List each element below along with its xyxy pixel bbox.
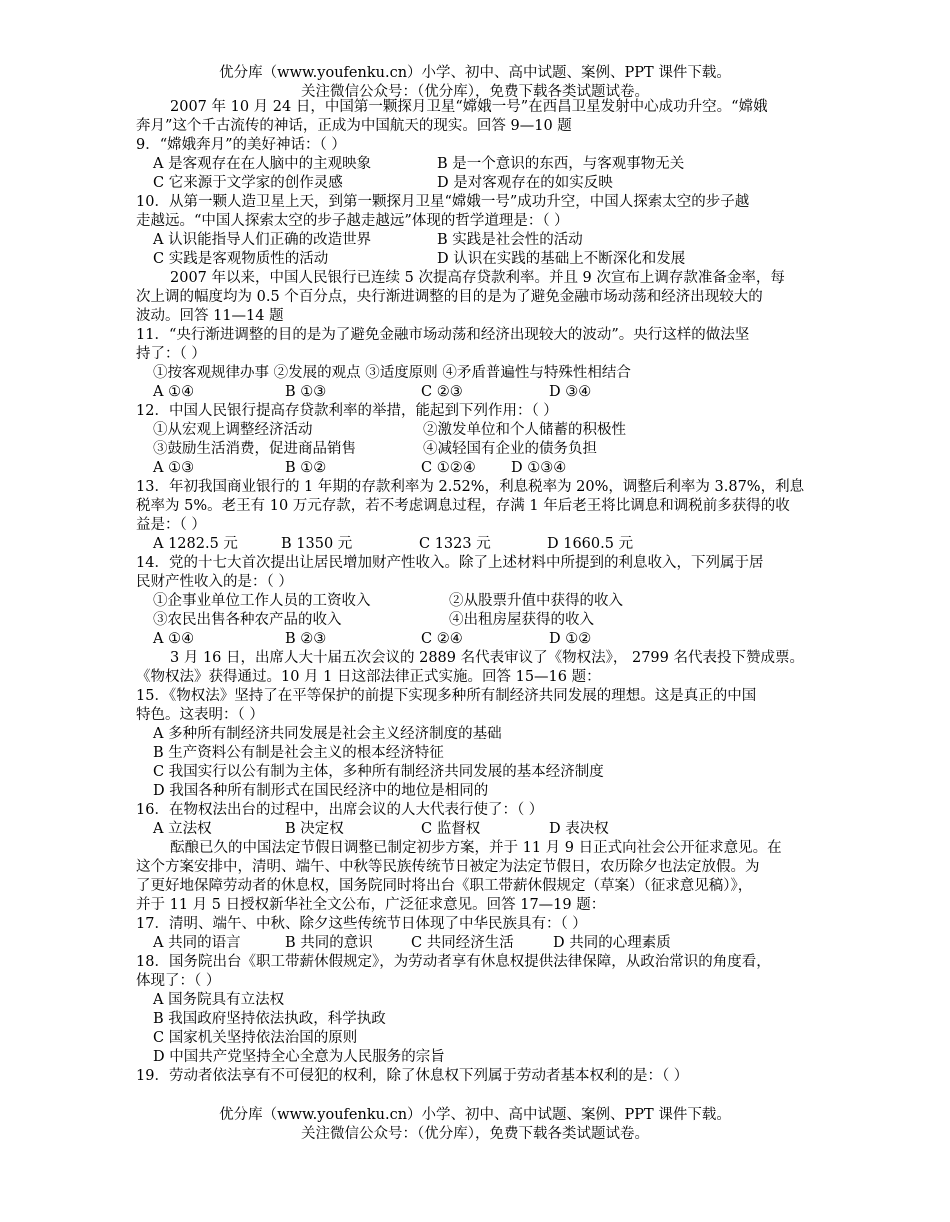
text-line: A 多种所有制经济共同发展是社会主义经济制度的基础	[153, 726, 502, 742]
option-text: ①从宏观上调整经济活动	[153, 422, 313, 438]
option-row	[136, 820, 858, 839]
option-text: D 表决权	[549, 821, 609, 837]
option-text: B ①③	[285, 384, 327, 400]
text-line: 《物权法》获得通过。10 月 1 日这部法律正式实施。回答 15—16 题：	[136, 669, 601, 685]
option-text: C 实践是客观物质性的活动	[153, 251, 329, 267]
option-text: B ②③	[285, 631, 327, 647]
option-text: C ②④	[421, 631, 463, 647]
text-line: 次上调的幅度均为 0.5 个百分点，央行渐进调整的目的是为了避免金融市场动荡和经济出现较大的	[136, 289, 763, 305]
text-line: 2007 年以来，中国人民银行已连续 5 次提高存贷款利率。并且 9 次宣布上调存款准备金率，每	[170, 270, 785, 286]
text-line: D 我国各种所有制形式在国民经济中的地位是相同的	[153, 783, 489, 799]
option-text: C ②③	[421, 384, 463, 400]
option-row	[136, 535, 858, 554]
text-line: 税率为 5%。老王有 10 万元存款，若不考虑调息过程，存满 1 年后老王将比调息和调税前多获得的收	[136, 498, 790, 514]
option-text: D 认识在实践的基础上不断深化和发展	[437, 251, 686, 267]
text-line: 民财产性收入的是：（ ）	[136, 574, 293, 590]
option-row	[136, 174, 858, 193]
option-row	[136, 250, 858, 269]
option-text: B 1350 元	[281, 536, 353, 552]
text-line: 持了：（ ）	[136, 346, 206, 362]
text-line: 15．《物权法》坚持了在平等保护的前提下实现多种所有制经济共同发展的理想。这是真正的中国	[136, 688, 757, 704]
option-text: A ①③	[153, 460, 195, 476]
option-text: C 1323 元	[419, 536, 491, 552]
option-row	[136, 934, 858, 953]
text-line: 体现了：（ ）	[136, 973, 221, 989]
text-line: 19．劳动者依法享有不可侵犯的权利，除了休息权下列属于劳动者基本权利的是：（ ）	[136, 1068, 689, 1084]
option-text: B 是一个意识的东西，与客观事物无关	[437, 156, 685, 172]
option-row	[136, 592, 858, 611]
text-line: C 我国实行以公有制为主体，多种所有制经济共同发展的基本经济制度	[153, 764, 604, 780]
option-text: C 共同经济生活	[411, 935, 514, 951]
option-text: ②从股票升值中获得的收入	[449, 593, 623, 609]
option-text: D ①②	[549, 631, 592, 647]
option-text: A 认识能指导人们正确的改造世界	[153, 232, 372, 248]
option-text: D ①③④	[511, 460, 567, 476]
option-text: B 共同的意识	[285, 935, 373, 951]
text-line: ①按客观规律办事 ②发展的观点 ③适度原则 ④矛盾普遍性与特殊性相结合	[153, 365, 631, 381]
text-line: 9．“嫦娥奔月”的美好神话：（ ）	[136, 137, 346, 153]
text-line: 3 月 16 日，出席人大十届五次会议的 2889 名代表审议了《物权法》， 2799 名代表投下赞成票。	[170, 650, 804, 666]
text-line: C 国家机关坚持依法治国的原则	[153, 1030, 358, 1046]
text-line: 酝酿已久的中国法定节假日调整已制定初步方案，并于 11 月 9 日正式向社会公开征求意见。在	[170, 840, 782, 856]
option-row	[136, 231, 858, 250]
option-row	[136, 440, 858, 459]
option-text: ④减轻国有企业的债务负担	[423, 441, 597, 457]
text-line: 走越远。“中国人探索太空的步子越走越远”体现的哲学道理是：（ ）	[136, 213, 569, 229]
text-line: 10．从第一颗人造卫星上天，到第一颗探月卫星“嫦娥一号”成功升空，中国人探索太空的步子越	[136, 194, 750, 210]
text-line: 14．党的十七大首次提出让居民增加财产性收入。除了上述材料中所提到的利息收入，下列属于居	[136, 555, 764, 571]
option-row	[136, 459, 858, 478]
option-text: D ③④	[549, 384, 592, 400]
option-text: B 决定权	[285, 821, 344, 837]
text-line: D 中国共产党坚持全心全意为人民服务的宗旨	[153, 1049, 445, 1065]
option-text: ③鼓励生活消费，促进商品销售	[153, 441, 356, 457]
footer-line-2: 关注微信公众号：（优分库），免费下载各类试题试卷。	[301, 1126, 649, 1142]
text-line: 了更好地保障劳动者的休息权，国务院同时将出台《职工带薪休假规定（草案）（征求意见稿）》，	[136, 878, 753, 894]
text-line: B 我国政府坚持依法执政，科学执政	[153, 1011, 386, 1027]
option-text: B ①②	[285, 460, 327, 476]
header-line-2: 关注微信公众号：（优分库），免费下载各类试题试卷。	[301, 84, 649, 100]
option-text: ②激发单位和个人储蓄的积极性	[423, 422, 626, 438]
option-text: C ①②④	[421, 460, 476, 476]
option-text: A ①④	[153, 631, 195, 647]
option-text: A 立法权	[153, 821, 212, 837]
text-line: 2007 年 10 月 24 日，中国第一颗探月卫星“嫦娥一号”在西昌卫星发射中心成功升空。“嫦娥	[170, 99, 768, 115]
option-text: A 1282.5 元	[153, 536, 238, 552]
text-line: 11．“央行渐进调整的目的是为了避免金融市场动荡和经济出现较大的波动”。央行这样的做法坚	[136, 327, 750, 343]
option-text: ③农民出售各种农产品的收入	[153, 612, 342, 628]
option-text: C 监督权	[421, 821, 481, 837]
option-row	[136, 383, 858, 402]
text-line: A 国务院具有立法权	[153, 992, 285, 1008]
option-row	[136, 630, 858, 649]
text-line: 这个方案安排中，清明、端午、中秋等民族传统节日被定为法定节假日，农历除夕也法定放假。为	[136, 859, 760, 875]
option-text: B 实践是社会性的活动	[437, 232, 583, 248]
text-line: 17．清明、端午、中秋、除夕这些传统节日体现了中华民族具有：（ ）	[136, 916, 587, 932]
option-text: A ①④	[153, 384, 195, 400]
option-text: A 共同的语言	[153, 935, 241, 951]
text-line: 13．年初我国商业银行的 1 年期的存款利率为 2.52%，利息税率为 20%，调整后利率为 3.87%，利息	[136, 479, 805, 495]
option-text: ①企事业单位工作人员的工资收入	[153, 593, 371, 609]
option-text: D 是对客观存在的如实反映	[437, 175, 613, 191]
text-line: 特色。这表明：（ ）	[136, 707, 264, 723]
option-row	[136, 611, 858, 630]
text-line: 12．中国人民银行提高存贷款利率的举措，能起到下列作用：（ ）	[136, 403, 558, 419]
footer-line-1: 优分库（www.youfenku.cn）小学、初中、高中试题、案例、PPT 课件下载。	[219, 1107, 731, 1123]
question-content	[136, 98, 858, 1086]
text-line: 奔月”这个千古流传的神话，正成为中国航天的现实。回答 9—10 题	[136, 118, 572, 134]
header-line-1: 优分库（www.youfenku.cn）小学、初中、高中试题、案例、PPT 课件下载。	[219, 65, 731, 81]
option-row	[136, 155, 858, 174]
option-text: D 共同的心理素质	[553, 935, 671, 951]
option-row	[136, 421, 858, 440]
text-line: 16．在物权法出台的过程中，出席会议的人大代表行使了：（ ）	[136, 802, 544, 818]
option-text: D 1660.5 元	[547, 536, 634, 552]
text-line: 18．国务院出台《职工带薪休假规定》，为劳动者享有休息权提供法律保障，从政治常识的角度看，	[136, 954, 771, 970]
text-line: 益是：（ ）	[136, 517, 206, 533]
text-line: 波动。回答 11—14 题	[136, 308, 284, 324]
option-text: ④出租房屋获得的收入	[449, 612, 594, 628]
text-line: B 生产资料公有制是社会主义的根本经济特征	[153, 745, 444, 761]
option-text: A 是客观存在在人脑中的主观映象	[153, 156, 372, 172]
text-line: 并于 11 月 5 日授权新华社全文公布，广泛征求意见。回答 17—19 题：	[136, 897, 606, 913]
option-text: C 它来源于文学家的创作灵感	[153, 175, 343, 191]
